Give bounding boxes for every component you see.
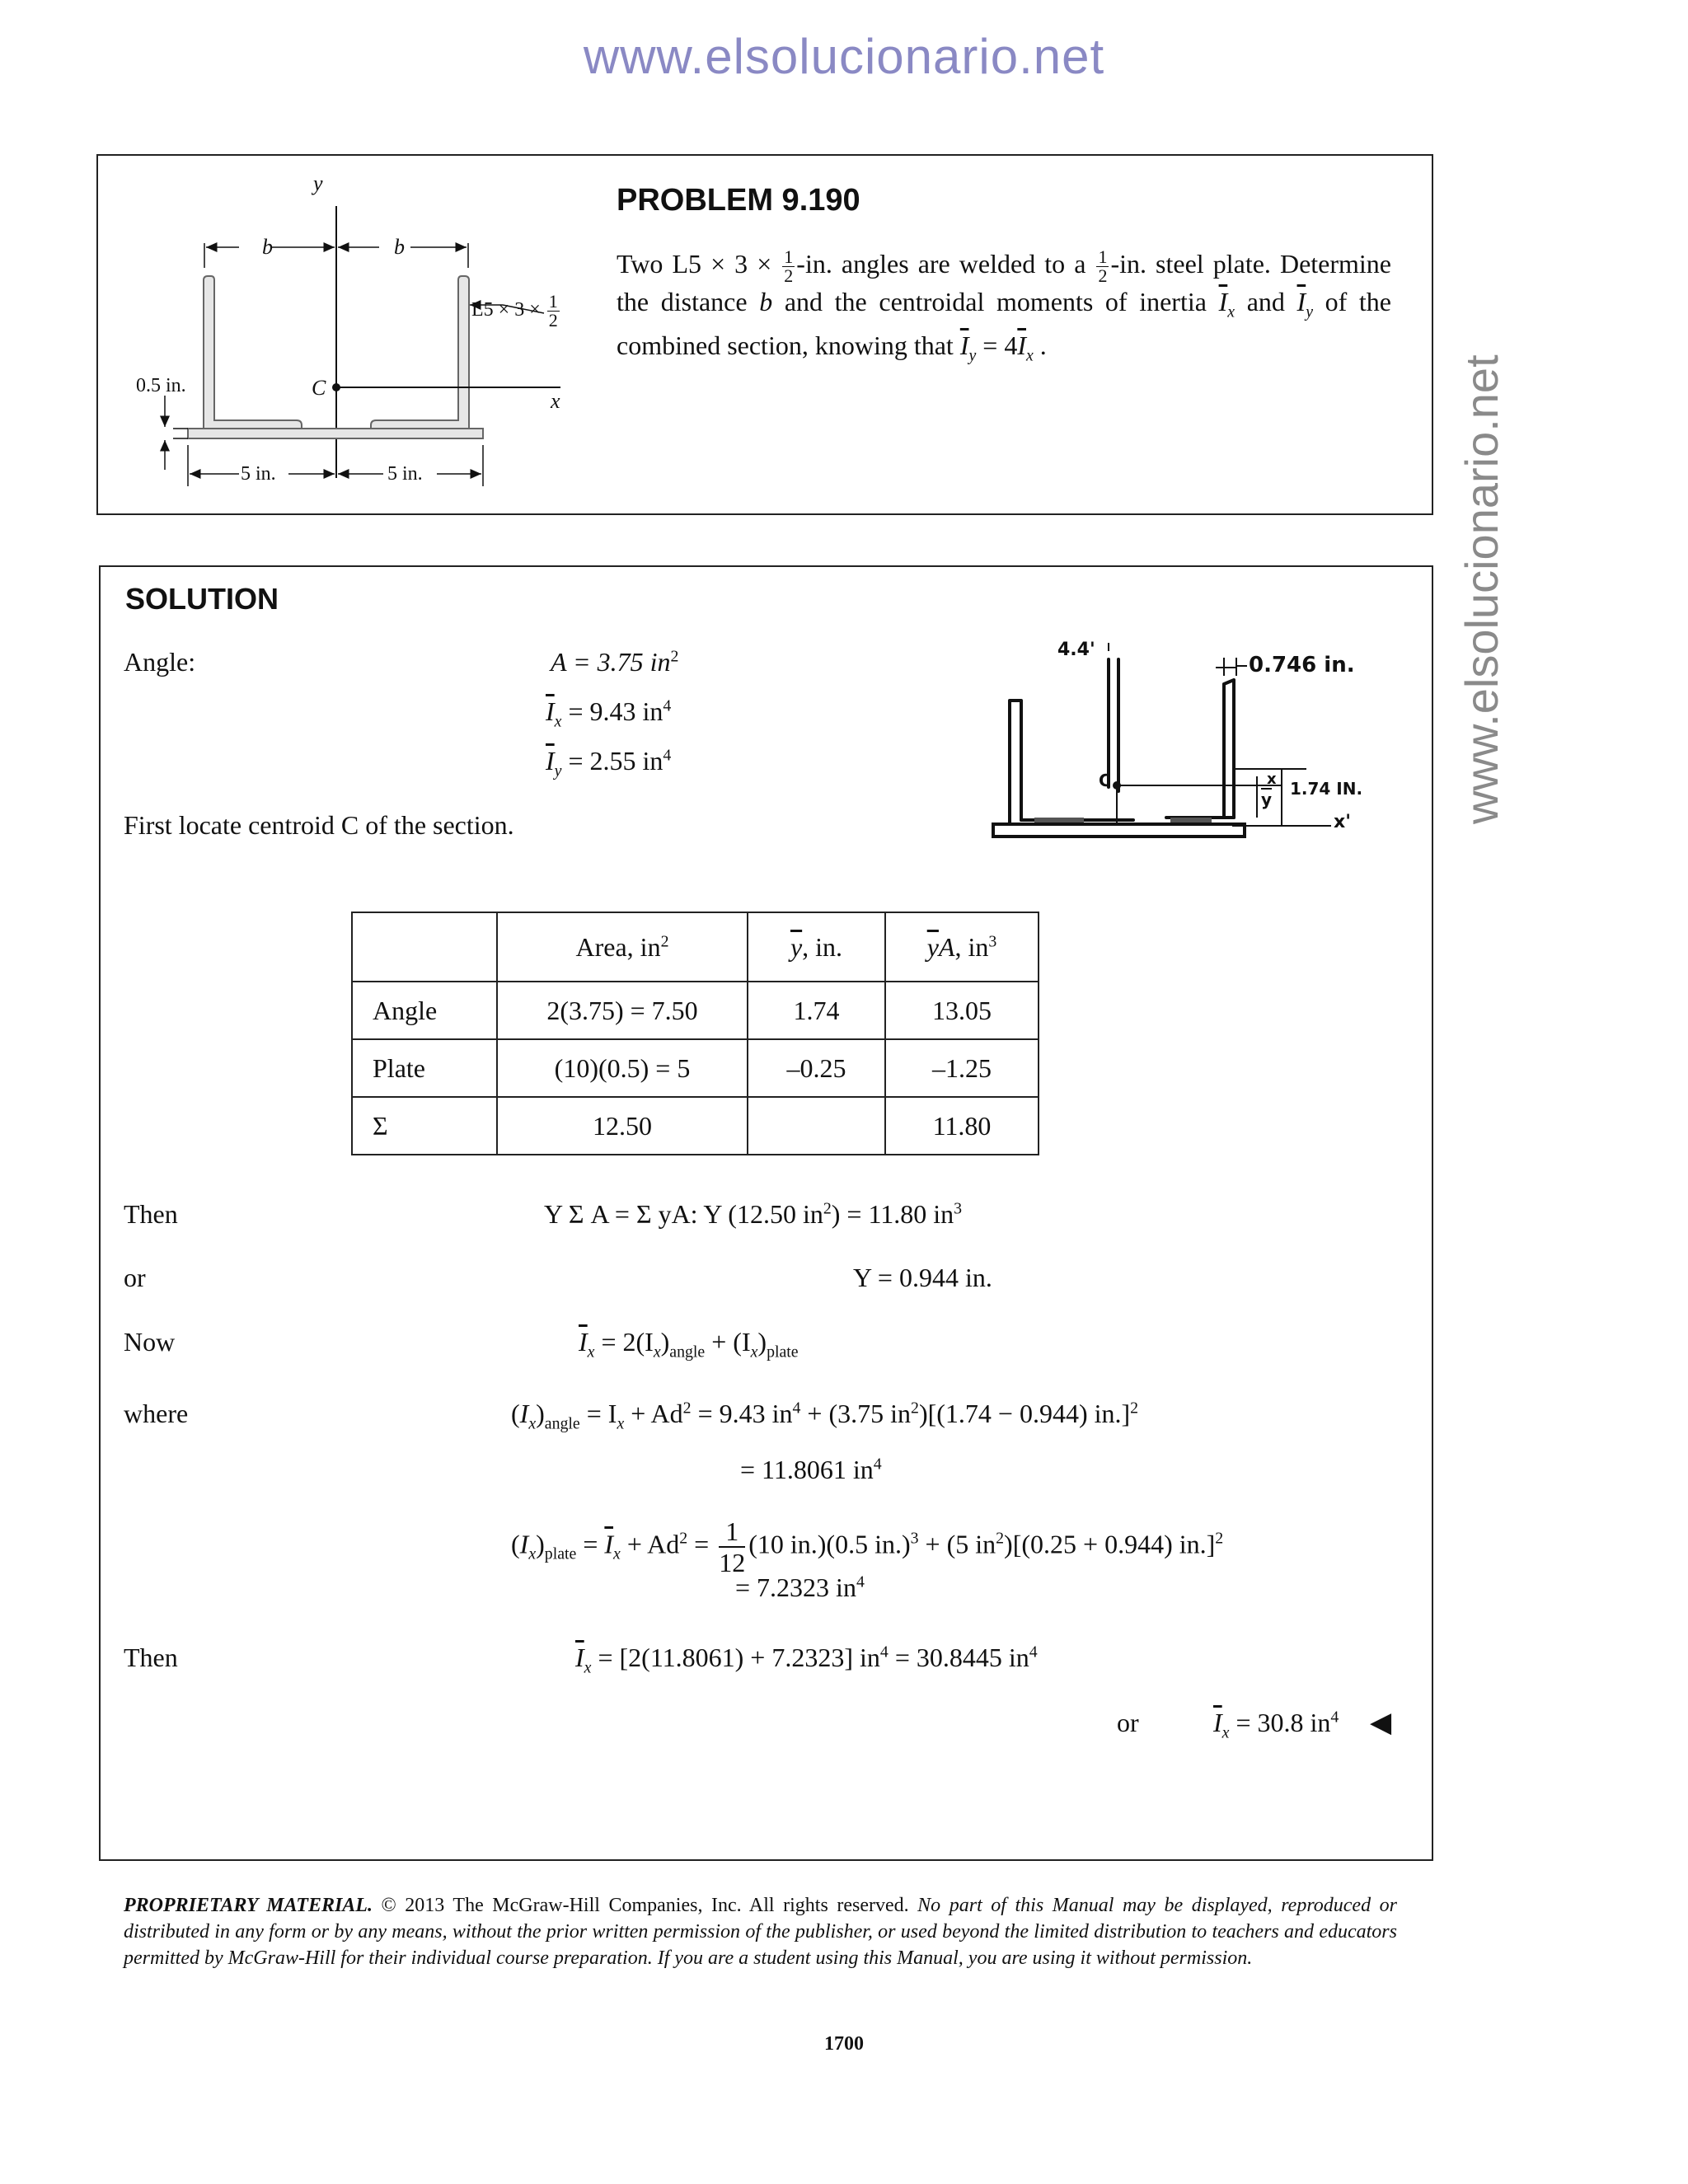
table-row: Angle 2(3.75) = 7.50 1.74 13.05 <box>352 982 1039 1039</box>
fig-label-x: x <box>551 389 560 413</box>
then-label-1: Then <box>124 1199 178 1229</box>
sketch-dim-right: 0.746 in. <box>1249 653 1355 677</box>
fig-label-b2: b <box>394 235 405 259</box>
eq-angle-iy: $\overline{I}_y = 2.55$ $in^4$ <box>546 746 672 780</box>
sketch-plate <box>993 824 1245 837</box>
table-row: Plate (10)(0.5) = 5 –0.25 –1.25 <box>352 1039 1039 1097</box>
table-header-cell <box>352 912 497 982</box>
sketch-right-flange <box>1224 680 1234 818</box>
problem-statement: Two L5 × 3 × $\frac{1}{2}$ -in. angles are welded to a $\frac{1}{2}$ -in. steel plate. Determine the distance b and the centroidal moments of inertia $\overline{I}_x$ and $\overline{I}_y$ of the combined section, knowing that $\overline{I}_y = 4\overline{I}_x$ . <box>617 246 1392 364</box>
fig-label-C: C <box>312 376 326 400</box>
sketch-label-x: x <box>1267 771 1277 788</box>
eq-ix-plate-result: = 7.2323 $in^4$ <box>735 1572 865 1602</box>
sketch-left-flange <box>1010 701 1021 824</box>
steel-plate-shape <box>188 429 483 438</box>
or-label-1: or <box>124 1263 146 1292</box>
fig-label-angle <box>471 293 561 330</box>
sketch-label-C: C <box>1099 771 1111 790</box>
eq-angle-area: A = 3.75 $in^2$ <box>551 647 679 677</box>
table-row: Σ 12.50 11.80 <box>352 1097 1039 1155</box>
eq-centroid-result: Y = 0.944 in. <box>853 1263 992 1292</box>
angle-label: Angle: <box>124 647 196 677</box>
sketch-dim-top: 4.4' <box>1057 640 1095 660</box>
sketch-dim-mid: 1.74 IN. <box>1290 779 1363 799</box>
fig-label-5in-right: 5 in. <box>387 463 423 485</box>
centroid-table <box>351 912 1039 1155</box>
locate-centroid-text: First locate centroid C of the section. <box>124 810 514 840</box>
sketch-label-ybar: $\overline{y}$ <box>1261 790 1273 809</box>
fig-label-b1: b <box>262 235 273 259</box>
answer-marker-icon: ◀ <box>1370 1708 1392 1738</box>
then-label-2: Then <box>124 1643 178 1672</box>
watermark-side: www.elsolucionario.net <box>1456 354 1507 824</box>
eq-angle-ix: $\overline{I}_x = 9.43$ $in^4$ <box>546 696 672 731</box>
now-label: Now <box>124 1327 176 1357</box>
left-angle-shape <box>204 276 302 429</box>
eq-ix-angle-result: = 11.8061 $in^4$ <box>740 1455 882 1484</box>
answer-ix: $\overline{I}_x = 30.8$ $in^4$ <box>1213 1708 1339 1742</box>
watermark-top: www.elsolucionario.net <box>583 29 1105 84</box>
eq-ix-angle: $(I_x)_{angle} = I_x + Ad^2 = 9.43$ $in^4 + (3.75$ $in^2)[(1.74 - 0.944)$ in.]$^2$ <box>511 1399 1139 1433</box>
or-label-2: or <box>1117 1708 1139 1737</box>
right-angle-shape <box>371 276 469 429</box>
problem-title: PROBLEM 9.190 <box>617 183 860 218</box>
fig-label-y: y <box>313 171 323 195</box>
page-number: 1700 <box>824 2033 864 2055</box>
copyright-footer: PROPRIETARY MATERIAL. © 2013 The McGraw-Hill Companies, Inc. All rights reserved. No part of this Manual may be displayed, reproduced or distributed in any form or by any means, without the prior written permission of the publisher, or used beyond the limited distribution to teachers and educators permitted by McGraw-Hill for their individual course preparation. If you are a student using this Manual, you are using it without permission. <box>124 1895 1397 1969</box>
fig-label-angle-text: L5 × 3 × <box>471 299 546 321</box>
table-header-row <box>352 912 1039 982</box>
sketch-label-xprime: x' <box>1334 812 1351 832</box>
fig-label-5in-left: 5 in. <box>241 463 276 485</box>
problem-figure <box>124 165 585 494</box>
fig-label-thickness: 0.5 in. <box>136 375 186 396</box>
table-header-cell: $\overline{y}A$, $in^3$ <box>885 912 1039 982</box>
eq-ix-plate: $(I_x)_{plate} = \overline{I}_x + Ad^2$ = $\frac{1}{12}$ (10 in.)(0.5 in.)$^3$ + (5 $in^2)[(0.25 + 0.944)$ in.]$^2$ <box>511 1516 1224 1577</box>
eq-ix-sum: $\overline{I}_x = 2(I_x)_{angle} + (I_x)_{plate}$ <box>579 1327 799 1361</box>
eq-centroid-y: Y Σ A = Σ yA: Y (12.50 $in^2) = 11.80$ $in^3$ <box>544 1199 963 1229</box>
solution-title: SOLUTION <box>125 582 279 616</box>
fig-label-angle-frac: $\frac{1}{2}$ <box>548 291 558 330</box>
where-label: where <box>124 1399 189 1428</box>
table-header-cell: $\overline{y}$, in. <box>748 912 885 982</box>
eq-ix-final: $\overline{I}_x = [2(11.8061) + 7.2323] in^4 = 30.8445$ $in^4$ <box>575 1643 1038 1677</box>
table-header-cell: Area, $in^2$ <box>497 912 748 982</box>
